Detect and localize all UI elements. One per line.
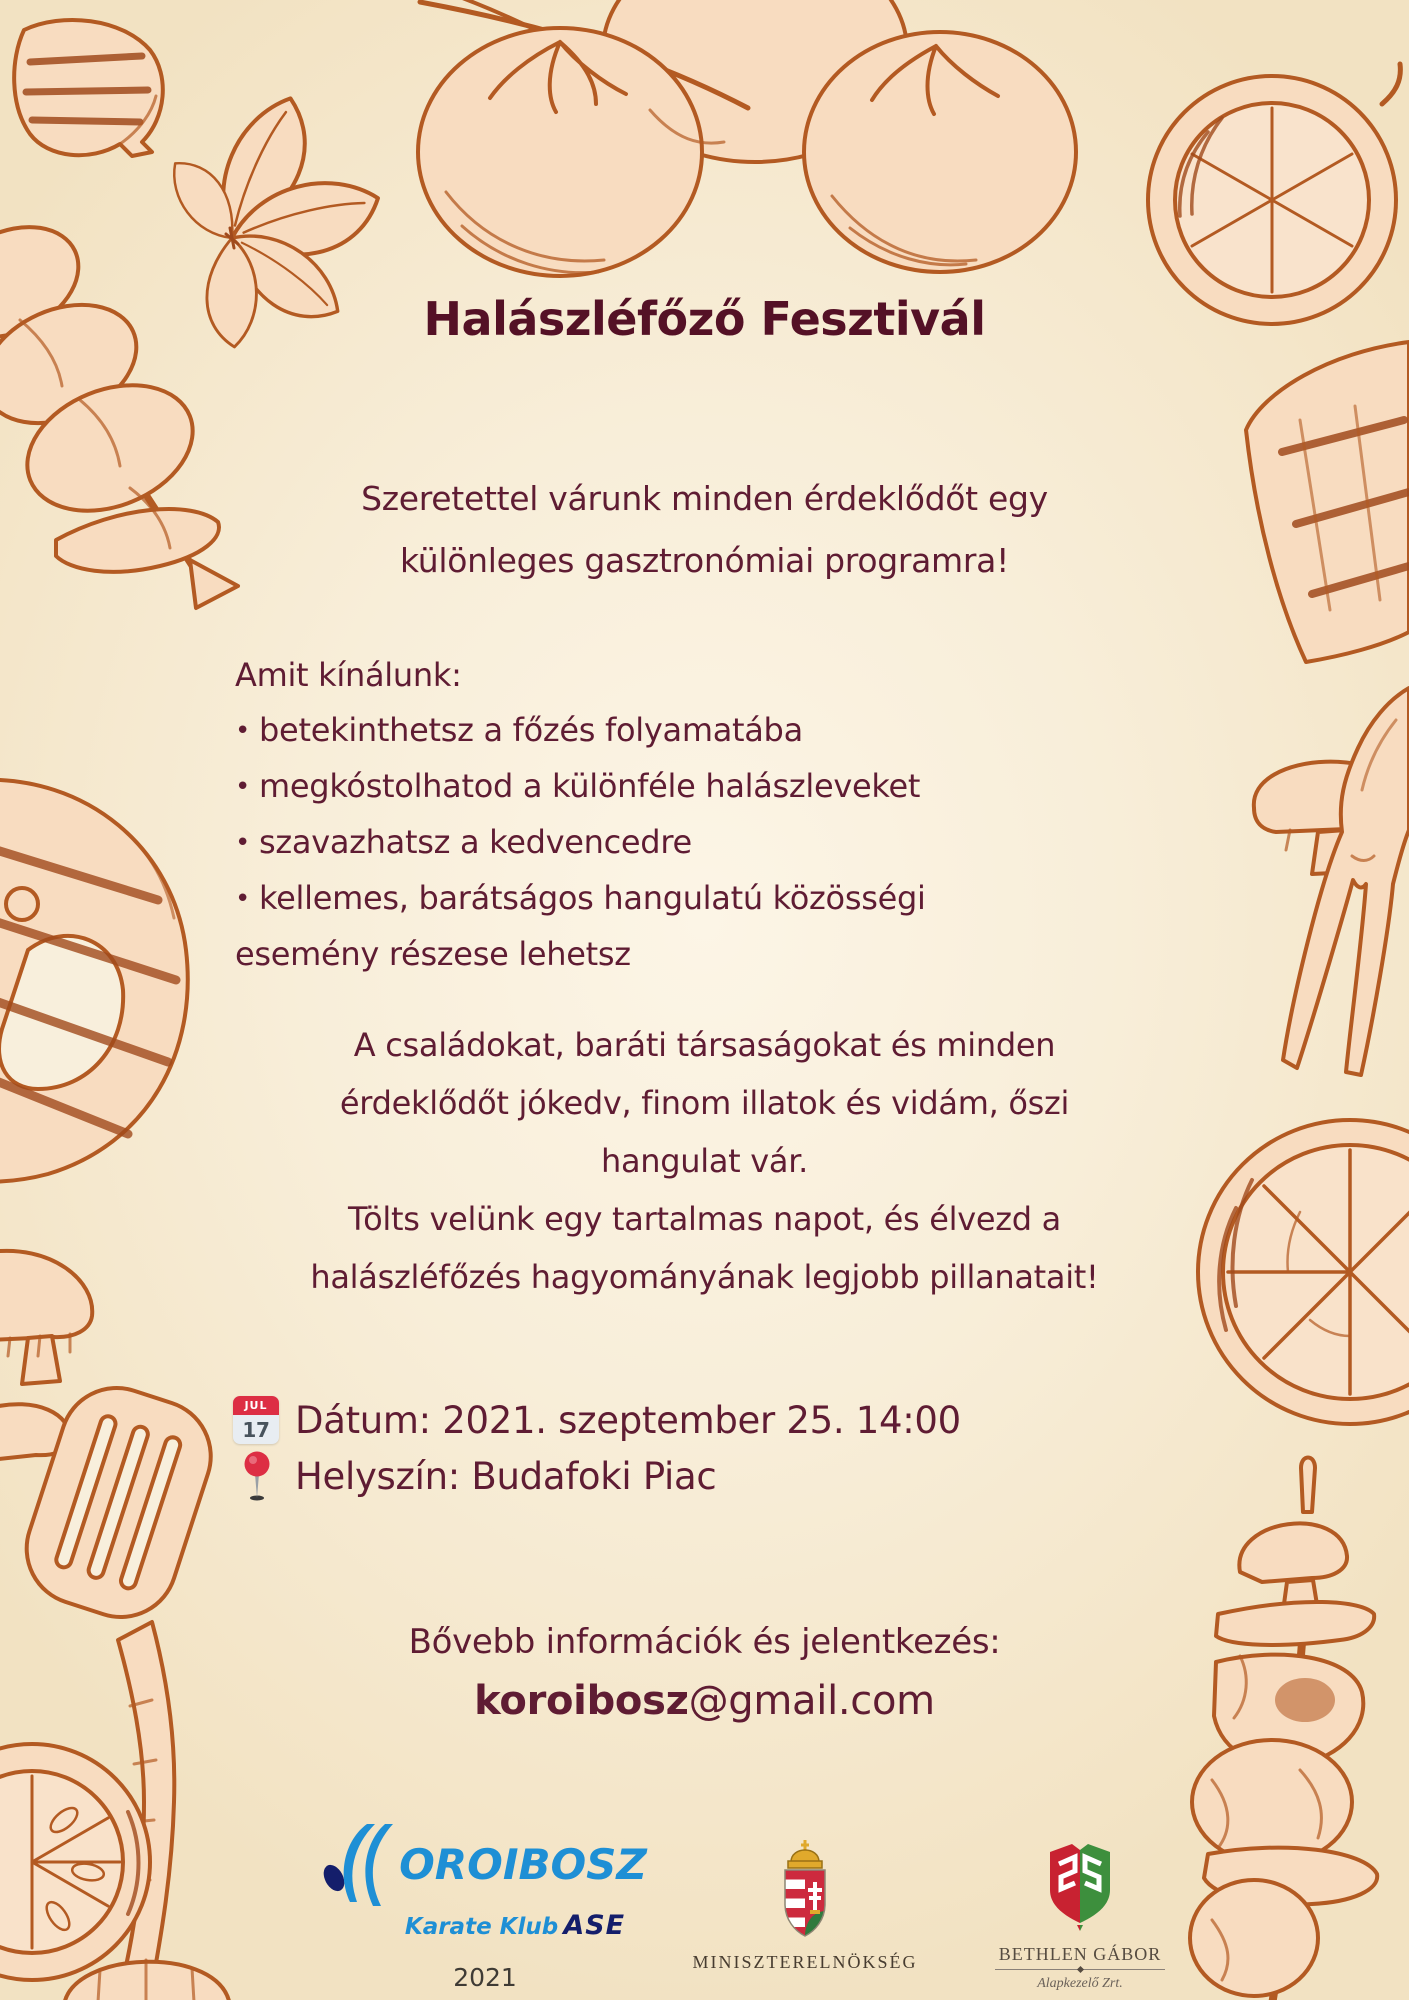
mushroom-slice-icon xyxy=(64,1960,230,2000)
contact-section xyxy=(0,1622,1409,1724)
mushroom-icon xyxy=(1254,762,1404,874)
date-row xyxy=(233,1392,961,1448)
koroibosz-swoosh-icon xyxy=(323,1822,397,1908)
list-item: • megkóstolhatod a különféle halászleveket xyxy=(235,767,921,805)
bullet-icon: • xyxy=(235,772,251,802)
year-label: 2021 xyxy=(453,1963,517,1992)
intro-paragraph xyxy=(0,468,1409,592)
location-row xyxy=(233,1448,961,1504)
koroibosz-logo xyxy=(295,1822,675,1992)
hungary-coat-of-arms-icon xyxy=(776,1838,834,1940)
bullet-icon: • xyxy=(235,828,251,858)
contact-email: koroibosz@gmail.com xyxy=(474,1678,935,1724)
invite-line-5: halászléfőzés hagyományának legjobb pillanatait! xyxy=(310,1258,1099,1296)
pushpin-icon xyxy=(233,1450,279,1502)
calendar-icon: JUL 17 xyxy=(233,1396,279,1444)
date-text: Dátum: 2021. szeptember 25. 14:00 xyxy=(295,1398,961,1442)
invite-line-4: Tölts velünk egy tartalmas napot, és élvezd a xyxy=(348,1200,1061,1238)
event-details xyxy=(233,1392,961,1504)
ministry-logo xyxy=(660,1838,950,1973)
invite-line-2: érdeklődőt jókedv, finom illatok és vidám, őszi xyxy=(339,1084,1070,1122)
invite-line-3: hangulat vár. xyxy=(600,1142,809,1180)
grilled-mushroom-icon xyxy=(14,20,163,156)
ministry-name: MINISZTERELNÖKSÉG xyxy=(692,1952,918,1972)
bullet-icon: • xyxy=(235,884,251,914)
bethlen-gabor-logo xyxy=(945,1840,1215,1992)
bethlen-subtitle: Alapkezelő Zrt. xyxy=(1037,1976,1123,1991)
karate-klub-label: Karate Klub xyxy=(404,1914,559,1940)
list-item: • kellemes, barátságos hangulatú közösségi esemény részese lehetsz xyxy=(235,879,926,973)
koroibosz-wordmark: OROIBOSZ xyxy=(399,1840,647,1889)
bethlen-name: BETHLEN GÁBOR xyxy=(998,1944,1162,1964)
intro-line-2: különleges gasztronómiai programra! xyxy=(399,541,1010,580)
ase-label: ASE xyxy=(563,1910,626,1941)
location-text: Helyszín: Budafoki Piac xyxy=(295,1454,717,1498)
bethlen-shield-icon xyxy=(1044,1840,1116,1932)
invitation-paragraph xyxy=(0,1016,1409,1306)
list-item: • betekinthetsz a főzés folyamatába xyxy=(235,711,803,749)
vegetable-skewer-icon xyxy=(1190,1458,1377,2000)
intro-line-1: Szeretettel várunk minden érdeklődőt egy xyxy=(361,479,1048,518)
lemon-half-icon xyxy=(1148,64,1400,324)
offers-list xyxy=(235,703,1055,982)
page-title: Halászléfőző Fesztivál xyxy=(423,292,986,346)
divider xyxy=(995,1969,1165,1973)
tomatoes-icon xyxy=(418,0,1076,276)
list-item: • szavazhatsz a kedvencedre xyxy=(235,823,692,861)
contact-heading: Bővebb információk és jelentkezés: xyxy=(408,1622,1001,1662)
invite-line-1: A családokat, baráti társaságokat és minden xyxy=(353,1026,1056,1064)
offers-heading: Amit kínálunk: xyxy=(235,656,462,694)
bullet-icon: • xyxy=(235,716,251,746)
tomato-slice-icon xyxy=(0,1744,150,1980)
offers-section xyxy=(235,648,1055,982)
